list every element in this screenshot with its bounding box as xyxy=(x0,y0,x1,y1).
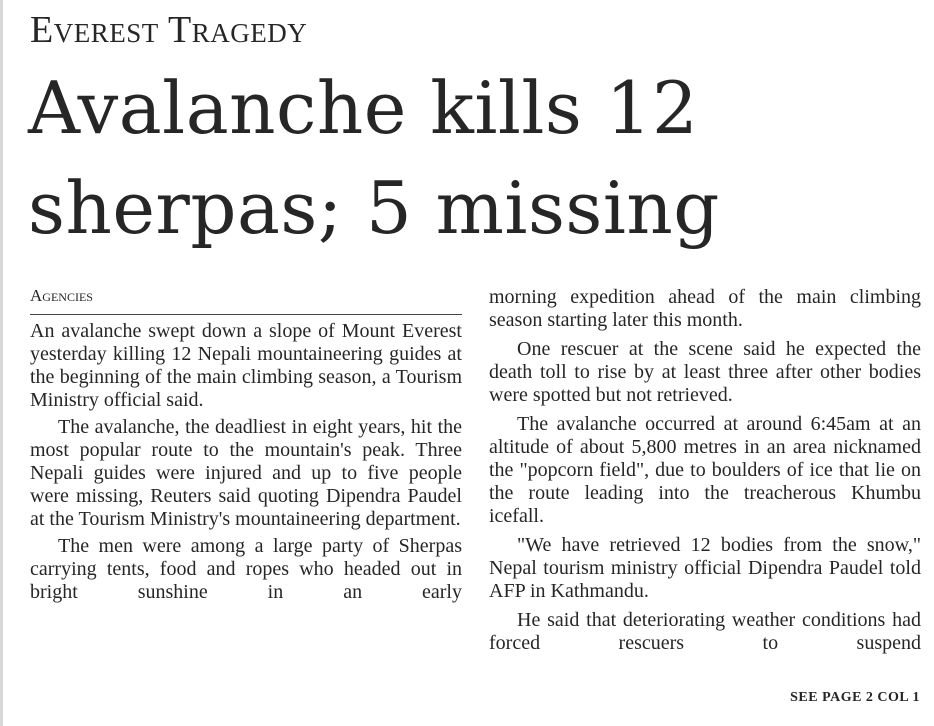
paragraph: The men were among a large party of Sherpas carrying tents, food and ropes who headed out in bright sunshine in an early xyxy=(30,535,462,603)
byline: Agencies xyxy=(30,286,93,305)
paragraph: He said that deteriorating weather conditions had forced rescuers to suspend xyxy=(489,609,921,654)
continuation-line: SEE PAGE 2 COL 1 xyxy=(790,690,920,705)
headline-line-2: sherpas; 5 missing xyxy=(28,166,720,250)
headline-line-1: Avalanche kills 12 xyxy=(28,66,699,150)
paragraph: The avalanche, the deadliest in eight years, hit the most popular route to the mountain's peak. Three Nepali guides were injured and up to five people were missing, Reuters said quoting Dipendra Paudel at the Tourism Ministry's mountaineering department. xyxy=(30,416,462,530)
headline xyxy=(28,58,928,258)
paragraph: morning expedition ahead of the main climbing season starting later this month. xyxy=(489,286,921,331)
page-edge xyxy=(0,0,3,726)
paragraph: One rescuer at the scene said he expected the death toll to rise by at least three after other bodies were spotted but not retrieved. xyxy=(489,338,921,406)
left-column xyxy=(30,320,462,604)
paragraph: The avalanche occurred at around 6:45am at an altitude of about 5,800 metres in an area nicknamed the "popcorn field", due to boulders of ice that lie on the route leading into the treacherous Khumbu icefall. xyxy=(489,413,921,527)
byline-rule xyxy=(30,314,462,315)
paragraph: An avalanche swept down a slope of Mount Everest yesterday killing 12 Nepali mountaineering guides at the beginning of the main climbing season, a Tourism Ministry official said. xyxy=(30,320,462,411)
kicker: Everest Tragedy xyxy=(30,9,308,51)
paragraph: "We have retrieved 12 bodies from the snow," Nepal tourism ministry official Dipendra Paudel told AFP in Kathmandu. xyxy=(489,534,921,602)
right-column xyxy=(489,286,921,655)
